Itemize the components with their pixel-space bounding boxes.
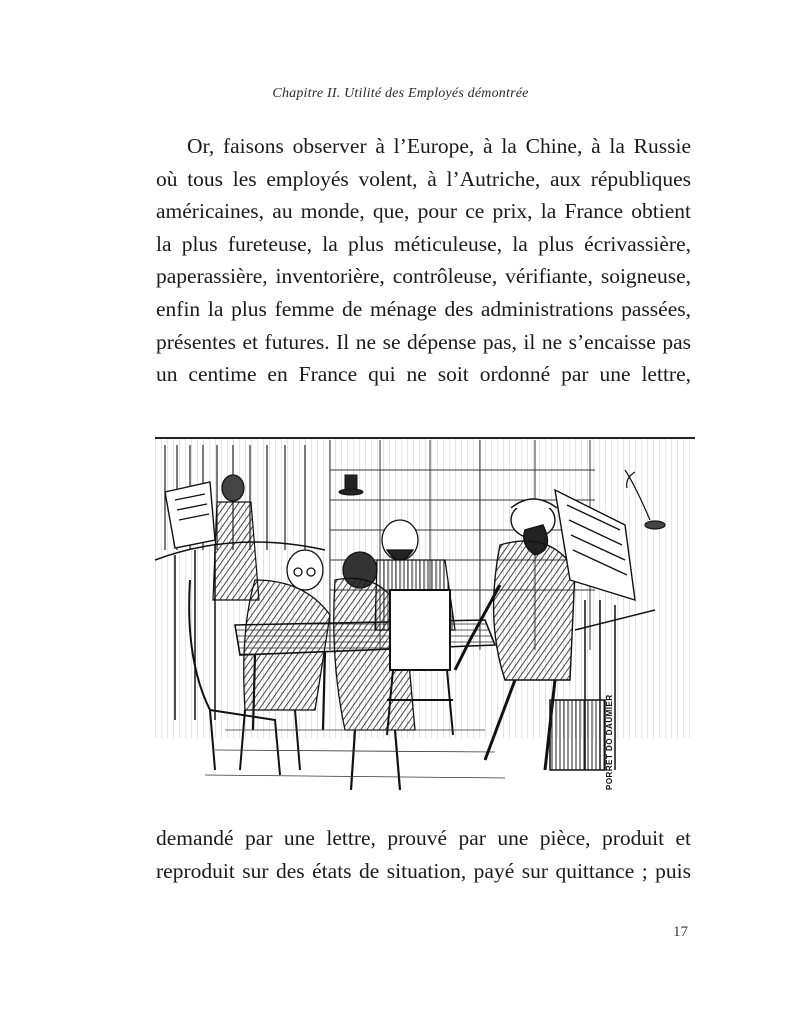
running-title: Chapitre II. Utilité des Employés démontrée (272, 86, 529, 101)
text-line: la plus fureteuse, la plus méticuleuse, la plus écrivassière, (156, 231, 691, 256)
text-line: un centime en France qui ne soit ordonné par une lettre, (156, 362, 691, 387)
paragraph-bottom (156, 822, 691, 887)
text-line: enfin la plus femme de ménage des administrations passées, (156, 296, 691, 321)
text-line: reproduit sur des états de situation, payé sur quittance ; puis (156, 858, 691, 883)
text-line: demandé par une lettre, prouvé par une pièce, produit et (156, 826, 691, 850)
text-line: Or, faisons observer à l’Europe, à la Chine, à la Russie (187, 134, 691, 158)
paragraph-top (156, 130, 691, 391)
artist-signature: PORRET DO DAUMIER (605, 694, 614, 790)
text-line: américaines, au monde, que, pour ce prix, la France obtient (156, 199, 691, 224)
engraving-illustration (155, 430, 695, 802)
text-line: paperassière, inventorière, contrôleuse, vérifiante, soigneuse, (156, 264, 691, 289)
text-line: où tous les employés volent, à l’Autriche, aux républiques (156, 166, 691, 191)
office-scene-engraving (155, 430, 695, 802)
text-line: présentes et futures. Il ne se dépense pas, il ne s’encaisse pas (156, 329, 691, 354)
page-number: 17 (673, 924, 688, 940)
